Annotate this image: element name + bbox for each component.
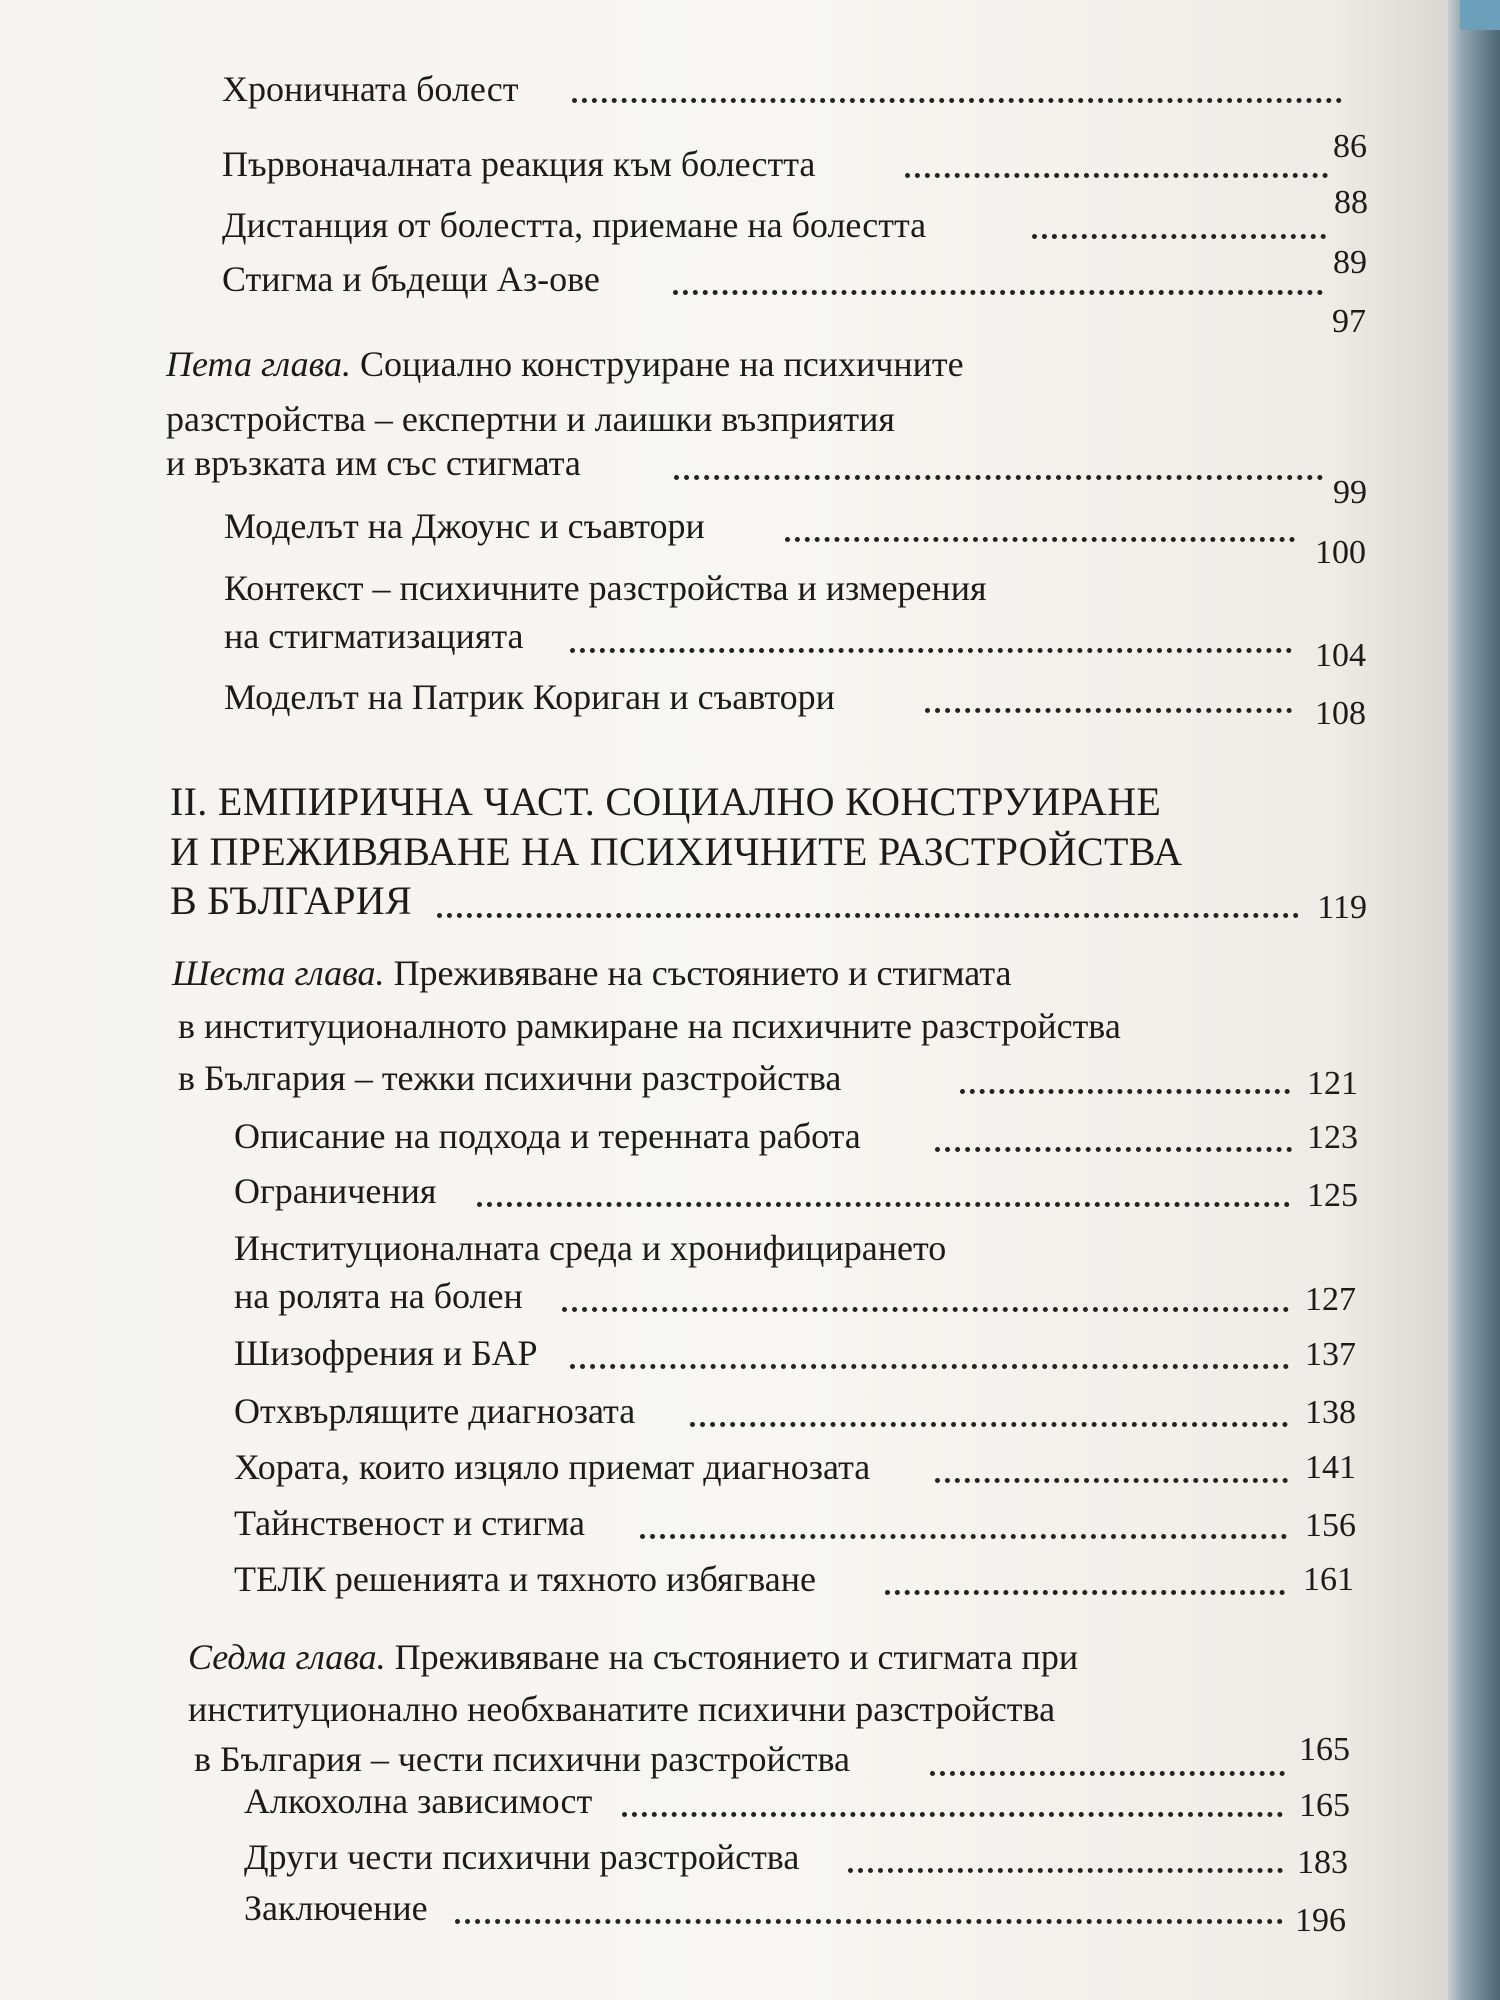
toc-entry-page: 141 — [1305, 1449, 1356, 1486]
toc-entry-page: 138 — [1305, 1394, 1356, 1431]
leader-dots — [477, 1202, 1290, 1207]
chapter-7-title-1: Преживяване на състоянието и стигмата при — [394, 1637, 1079, 1677]
chapter-5-page: 99 — [1333, 474, 1367, 511]
chapter-5-line-1 — [166, 343, 964, 385]
leader-dots — [905, 173, 1328, 178]
toc-entry-page: 127 — [1305, 1281, 1356, 1318]
toc-entry-page: 165 — [1299, 1787, 1350, 1824]
chapter-5-title-1: Социално конструиране на психичните — [360, 344, 964, 384]
toc-entry-title: Алкохолна зависимост — [244, 1781, 593, 1821]
chapter-6-line-2: в институционалното рамкиране на психичните разстройства — [178, 1006, 1121, 1046]
toc-entry-title: Дистанция от болестта, приемане на болестта — [222, 205, 927, 245]
toc-entry-title: Ограничения — [234, 1171, 437, 1211]
leader-dots — [690, 1422, 1288, 1427]
toc-entry-page: 156 — [1305, 1507, 1356, 1544]
leader-dots — [572, 98, 1342, 103]
leader-dots — [1032, 234, 1326, 239]
toc-entry-title-line-2: на ролята на болен — [234, 1276, 523, 1316]
chapter-7-line-1 — [188, 1636, 1078, 1678]
chapter-6-line-1 — [172, 952, 1012, 994]
toc-entry-page: 108 — [1315, 695, 1366, 732]
leader-dots — [570, 648, 1292, 653]
leader-dots — [960, 1089, 1290, 1094]
toc-entry-title: ТЕЛК решенията и тяхното избягване — [234, 1559, 816, 1599]
leader-dots — [674, 475, 1323, 480]
chapter-7-line-2: институционално необхванатите психични разстройства — [188, 1689, 1056, 1729]
book-edge — [1448, 0, 1500, 2000]
chapter-7-page: 165 — [1299, 1731, 1350, 1768]
toc-entry-page: 137 — [1305, 1336, 1356, 1373]
leader-dots — [785, 537, 1295, 542]
leader-dots — [930, 1771, 1285, 1776]
part-2-heading-line-3: В БЪЛГАРИЯ — [170, 878, 412, 923]
toc-entry-title: Първоначалната реакция към болестта — [222, 144, 816, 184]
toc-entry-page: 89 — [1333, 244, 1367, 281]
leader-dots — [673, 290, 1323, 295]
leader-dots — [848, 1868, 1283, 1873]
toc-entry-page: 125 — [1307, 1177, 1358, 1214]
toc-entry-page: 161 — [1303, 1561, 1354, 1598]
leader-dots — [455, 1919, 1283, 1924]
leader-dots — [640, 1534, 1287, 1539]
toc-entry-page: 196 — [1295, 1902, 1346, 1939]
chapter-5-label: Пета глава. — [166, 344, 352, 384]
chapter-6-label: Шеста глава. — [172, 953, 385, 993]
toc-entry-title: Хората, които изцяло приемат диагнозата — [234, 1447, 871, 1487]
toc-entry-page: 97 — [1332, 303, 1366, 340]
toc-entry-title: Моделът на Патрик Кориган и съавтори — [224, 677, 835, 717]
chapter-6-title-1: Преживяване на състоянието и стигмата — [393, 953, 1012, 993]
leader-dots — [935, 1147, 1292, 1152]
toc-entry-title-line-1: Институционалната среда и хронифицирането — [234, 1228, 947, 1268]
toc-entry-title: Отхвърлящите диагнозата — [234, 1391, 636, 1431]
toc-entry-title-line-2: на стигматизацията — [224, 616, 524, 656]
chapter-7-label: Седма глава. — [188, 1637, 386, 1677]
leader-dots — [885, 1590, 1285, 1595]
toc-entry-title: Заключение — [244, 1888, 428, 1928]
leader-dots — [622, 1812, 1283, 1817]
toc-entry-title: Описание на подхода и теренната работа — [234, 1116, 861, 1156]
chapter-6-page: 121 — [1307, 1065, 1358, 1102]
toc-entry-page: 123 — [1307, 1119, 1358, 1156]
leader-dots — [925, 708, 1292, 713]
toc-entry-title: Стигма и бъдещи Аз-ове — [222, 259, 600, 299]
toc-entry-page: 100 — [1315, 534, 1366, 571]
toc-entry-page: 183 — [1297, 1844, 1348, 1881]
toc-entry-page: 88 — [1334, 184, 1368, 221]
chapter-5-line-3: и връзката им със стигмата — [166, 443, 581, 483]
chapter-6-line-3: в България – тежки психични разстройства — [178, 1058, 842, 1098]
part-2-heading-line-2: И ПРЕЖИВЯВАНЕ НА ПСИХИЧНИТЕ РАЗСТРОЙСТВА — [170, 829, 1183, 874]
chapter-7-line-3: в България – чести психични разстройства — [194, 1739, 851, 1779]
toc-entry-title: Шизофрения и БАР — [234, 1333, 538, 1373]
toc-entry-page: 86 — [1333, 128, 1367, 165]
leader-dots — [570, 1364, 1289, 1369]
toc-entry-title: Моделът на Джоунс и съавтори — [224, 506, 705, 546]
toc-entry-title-line-1: Контекст – психичните разстройства и измерения — [224, 568, 987, 608]
leader-dots — [562, 1307, 1289, 1312]
toc-entry-title: Тайнственост и стигма — [234, 1503, 585, 1543]
chapter-5-line-2: разстройства – експертни и лаишки възприятия — [166, 399, 895, 439]
part-2-page: 119 — [1317, 889, 1367, 926]
toc-entry-page: 104 — [1315, 637, 1366, 674]
part-2-heading-line-1: II. ЕМПИРИЧНА ЧАСТ. СОЦИАЛНО КОНСТРУИРАНЕ — [170, 779, 1162, 824]
leader-dots — [935, 1478, 1288, 1483]
book-cover-corner — [1460, 0, 1500, 30]
toc-entry-title: Хроничната болест — [222, 69, 519, 109]
leader-dots — [437, 913, 1299, 918]
toc-entry-title: Други чести психични разстройства — [244, 1837, 800, 1877]
